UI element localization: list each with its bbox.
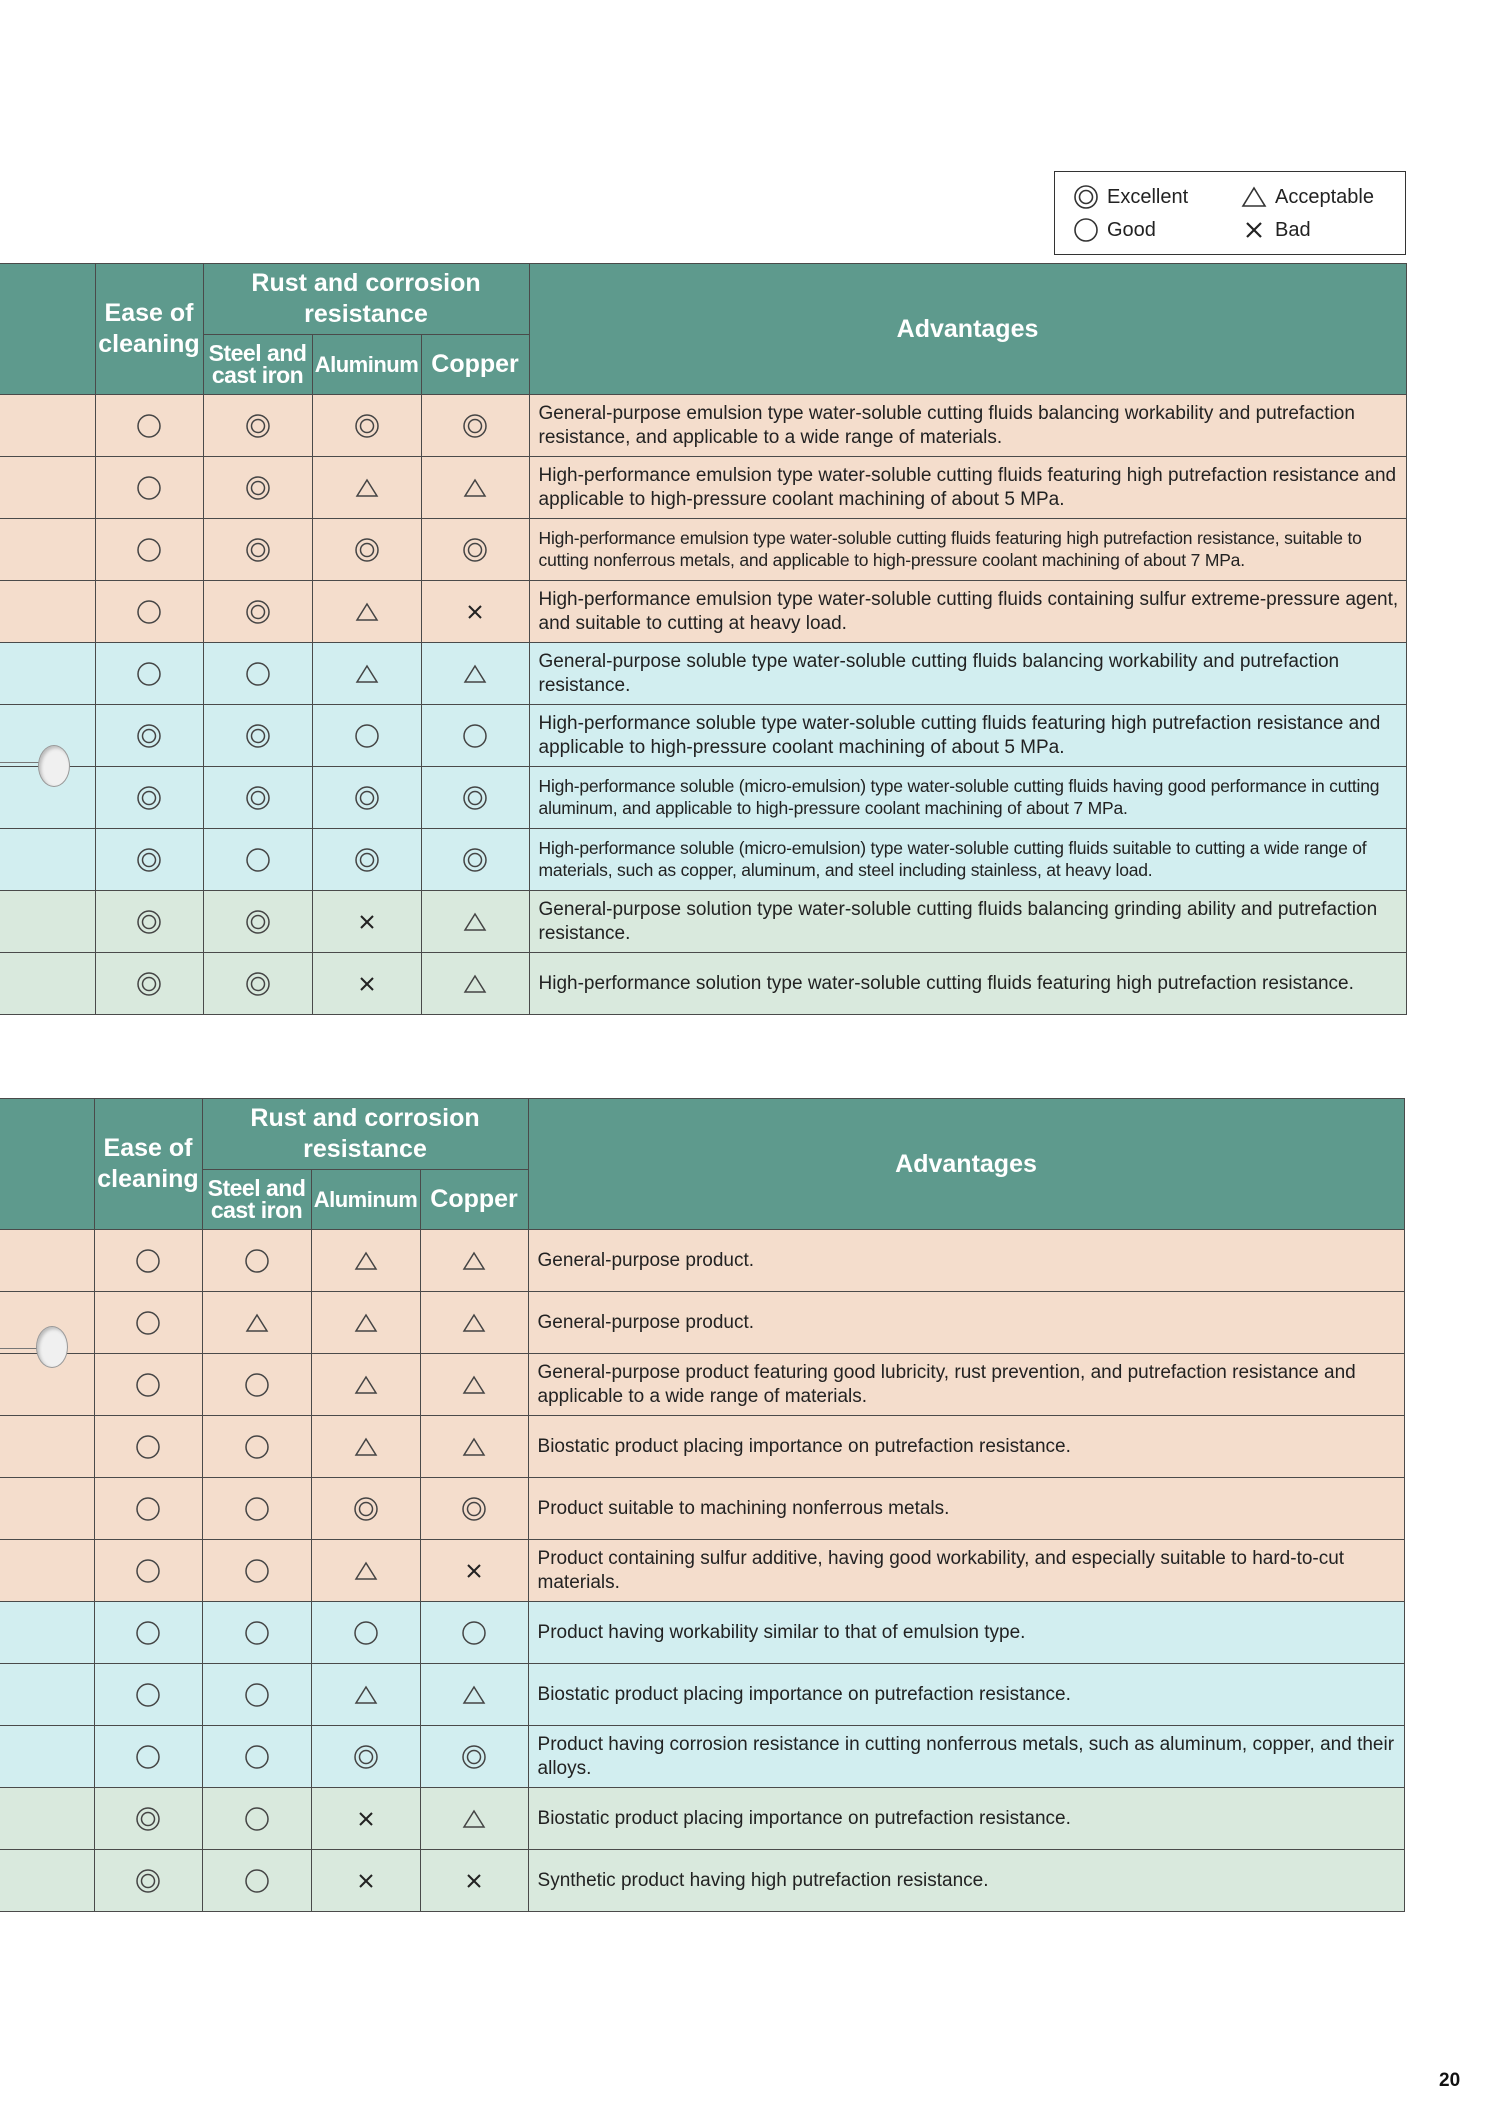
header-product <box>0 1099 94 1230</box>
triangle-icon <box>353 1310 379 1336</box>
double-circle-icon <box>136 971 162 997</box>
advantages-cell: General-purpose solution type water-soluble cutting fluids balancing grinding ability and putrefaction resistance. <box>529 891 1406 953</box>
table-row <box>0 953 1406 1015</box>
ease-rating-cell <box>94 1478 202 1540</box>
cross-icon <box>1241 217 1267 243</box>
double-circle-icon <box>462 413 488 439</box>
advantages-cell: High-performance soluble (micro-emulsion) type water-soluble cutting fluids having good performance in cutting aluminum, and applicable to high-pressure coolant machining of about 7 MPa. <box>529 767 1406 829</box>
steel-rating-cell <box>202 1478 311 1540</box>
double-circle-icon <box>245 475 271 501</box>
triangle-icon <box>461 1682 487 1708</box>
steel-rating-cell <box>202 1354 311 1416</box>
product-cell <box>0 1416 94 1478</box>
copper-rating-cell <box>420 1354 528 1416</box>
cross-icon <box>462 599 488 625</box>
steel-rating-cell <box>203 457 312 519</box>
legend-excellent <box>1073 184 1188 210</box>
advantages-cell: Synthetic product having high putrefaction resistance. <box>528 1850 1404 1912</box>
table-row <box>0 1850 1404 1912</box>
advantages-cell: High-performance solution type water-soluble cutting fluids featuring high putrefaction resistance. <box>529 953 1406 1015</box>
circle-icon <box>136 475 162 501</box>
header-aluminum: Aluminum <box>312 335 421 395</box>
steel-rating-cell <box>202 1602 311 1664</box>
table-row <box>0 457 1406 519</box>
product-cell <box>0 891 95 953</box>
circle-icon <box>461 1620 487 1646</box>
advantages-cell: Product having workability similar to that of emulsion type. <box>528 1602 1404 1664</box>
double-circle-icon <box>462 785 488 811</box>
aluminum-rating-cell <box>312 457 421 519</box>
double-circle-icon <box>462 537 488 563</box>
ease-rating-cell <box>94 1726 202 1788</box>
steel-rating-cell <box>202 1292 311 1354</box>
copper-rating-cell <box>420 1230 528 1292</box>
steel-rating-cell <box>202 1788 311 1850</box>
advantages-cell: Product containing sulfur additive, having good workability, and especially suitable to hard-to-cut materials. <box>528 1540 1404 1602</box>
circle-icon <box>462 723 488 749</box>
circle-icon <box>244 1682 270 1708</box>
circle-icon <box>244 1744 270 1770</box>
advantages-cell: General-purpose product. <box>528 1230 1404 1292</box>
advantages-cell: Product suitable to machining nonferrous metals. <box>528 1478 1404 1540</box>
circle-icon <box>135 1682 161 1708</box>
product-cell <box>0 1602 94 1664</box>
steel-rating-cell <box>203 395 312 457</box>
legend-acceptable <box>1241 184 1374 210</box>
circle-icon <box>136 537 162 563</box>
triangle-icon <box>354 475 380 501</box>
product-cell <box>0 1850 94 1912</box>
aluminum-rating-cell <box>311 1354 420 1416</box>
product-cell <box>0 1478 94 1540</box>
ease-rating-cell <box>95 891 203 953</box>
circle-icon <box>244 1434 270 1460</box>
copper-rating-cell <box>421 767 529 829</box>
double-circle-icon <box>245 723 271 749</box>
cross-icon <box>353 1868 379 1894</box>
ease-rating-cell <box>95 705 203 767</box>
aluminum-rating-cell <box>312 581 421 643</box>
triangle-icon <box>462 661 488 687</box>
cross-icon <box>353 1806 379 1832</box>
table-row <box>0 1726 1404 1788</box>
legend-good <box>1073 217 1156 243</box>
circle-icon <box>135 1372 161 1398</box>
circle-icon <box>353 1620 379 1646</box>
double-circle-icon <box>461 1744 487 1770</box>
ease-rating-cell <box>94 1292 202 1354</box>
aluminum-rating-cell <box>311 1292 420 1354</box>
circle-icon <box>135 1620 161 1646</box>
aluminum-rating-cell <box>311 1788 420 1850</box>
triangle-icon <box>353 1372 379 1398</box>
ease-rating-cell <box>94 1540 202 1602</box>
advantages-cell: High-performance soluble (micro-emulsion) type water-soluble cutting fluids suitable to cutting a wide range of materials, such as copper, aluminum, and steel including stainless, at heavy load. <box>529 829 1406 891</box>
cross-icon <box>461 1558 487 1584</box>
copper-rating-cell <box>420 1850 528 1912</box>
steel-rating-cell <box>203 643 312 705</box>
double-circle-icon <box>462 847 488 873</box>
header-ease-of-cleaning: Ease of cleaning <box>95 264 203 395</box>
binder-hole <box>38 745 70 787</box>
legend-acceptable-label: Acceptable <box>1275 185 1374 208</box>
circle-icon <box>136 661 162 687</box>
ease-rating-cell <box>95 767 203 829</box>
copper-rating-cell <box>421 581 529 643</box>
circle-icon <box>244 1806 270 1832</box>
copper-rating-cell <box>421 457 529 519</box>
circle-icon <box>135 1558 161 1584</box>
double-circle-icon <box>135 1806 161 1832</box>
triangle-icon <box>461 1310 487 1336</box>
legend-bad <box>1241 217 1311 243</box>
advantages-cell: High-performance emulsion type water-soluble cutting fluids containing sulfur extreme-pressure agent, and suitable to cutting at heavy load. <box>529 581 1406 643</box>
copper-rating-cell <box>420 1602 528 1664</box>
advantages-cell: General-purpose product. <box>528 1292 1404 1354</box>
product-cell <box>0 457 95 519</box>
ease-rating-cell <box>95 643 203 705</box>
table-row <box>0 643 1406 705</box>
double-circle-icon <box>354 847 380 873</box>
advantages-cell: High-performance emulsion type water-soluble cutting fluids featuring high putrefaction resistance, suitable to cutting nonferrous metals, and applicable to high-pressure coolant machining of about 7 MPa. <box>529 519 1406 581</box>
aluminum-rating-cell <box>312 953 421 1015</box>
double-circle-icon <box>136 785 162 811</box>
aluminum-rating-cell <box>311 1726 420 1788</box>
ease-rating-cell <box>95 395 203 457</box>
double-circle-icon <box>1073 184 1099 210</box>
steel-rating-cell <box>203 891 312 953</box>
advantages-cell: Product having corrosion resistance in cutting nonferrous metals, such as aluminum, copper, and their alloys. <box>528 1726 1404 1788</box>
triangle-icon <box>1241 184 1267 210</box>
product-cell <box>0 395 95 457</box>
circle-icon <box>354 723 380 749</box>
header-steel: Steel and cast iron <box>202 1170 311 1230</box>
header-rust-corrosion: Rust and corrosion resistance <box>203 264 529 335</box>
copper-rating-cell <box>420 1726 528 1788</box>
aluminum-rating-cell <box>312 395 421 457</box>
advantages-cell: General-purpose soluble type water-soluble cutting fluids balancing workability and putrefaction resistance. <box>529 643 1406 705</box>
aluminum-rating-cell <box>311 1664 420 1726</box>
ease-rating-cell <box>95 953 203 1015</box>
triangle-icon <box>353 1434 379 1460</box>
advantages-cell: Biostatic product placing importance on putrefaction resistance. <box>528 1788 1404 1850</box>
header-advantages: Advantages <box>529 264 1406 395</box>
copper-rating-cell <box>420 1788 528 1850</box>
steel-rating-cell <box>203 705 312 767</box>
product-cell <box>0 1664 94 1726</box>
advantages-cell: High-performance soluble type water-soluble cutting fluids featuring high putrefaction resistance and applicable to high-pressure coolant machining of about 5 MPa. <box>529 705 1406 767</box>
aluminum-rating-cell <box>311 1478 420 1540</box>
table-row <box>0 1230 1404 1292</box>
copper-rating-cell <box>420 1416 528 1478</box>
header-copper: Copper <box>421 335 529 395</box>
double-circle-icon <box>354 413 380 439</box>
table-row <box>0 1602 1404 1664</box>
product-cell <box>0 1788 94 1850</box>
triangle-icon <box>461 1434 487 1460</box>
table-row <box>0 829 1406 891</box>
table-row <box>0 581 1406 643</box>
double-circle-icon <box>245 599 271 625</box>
circle-icon <box>135 1744 161 1770</box>
steel-rating-cell <box>202 1416 311 1478</box>
steel-rating-cell <box>202 1230 311 1292</box>
double-circle-icon <box>245 909 271 935</box>
legend-bad-label: Bad <box>1275 218 1311 241</box>
circle-icon <box>135 1310 161 1336</box>
copper-rating-cell <box>421 705 529 767</box>
double-circle-icon <box>245 537 271 563</box>
aluminum-rating-cell <box>312 891 421 953</box>
triangle-icon <box>244 1310 270 1336</box>
aluminum-rating-cell <box>312 829 421 891</box>
binder-hole <box>36 1326 68 1368</box>
double-circle-icon <box>245 413 271 439</box>
steel-rating-cell <box>202 1726 311 1788</box>
double-circle-icon <box>136 909 162 935</box>
table-row <box>0 1664 1404 1726</box>
steel-rating-cell <box>203 581 312 643</box>
aluminum-rating-cell <box>311 1602 420 1664</box>
aluminum-rating-cell <box>311 1230 420 1292</box>
circle-icon <box>244 1248 270 1274</box>
ease-rating-cell <box>94 1850 202 1912</box>
aluminum-rating-cell <box>311 1416 420 1478</box>
steel-rating-cell <box>203 829 312 891</box>
steel-rating-cell <box>202 1664 311 1726</box>
header-ease-of-cleaning: Ease of cleaning <box>94 1099 202 1230</box>
copper-rating-cell <box>421 395 529 457</box>
advantages-cell: High-performance emulsion type water-soluble cutting fluids featuring high putrefaction resistance and applicable to high-pressure coolant machining of about 5 MPa. <box>529 457 1406 519</box>
steel-rating-cell <box>202 1850 311 1912</box>
circle-icon <box>245 661 271 687</box>
aluminum-rating-cell <box>312 767 421 829</box>
ease-rating-cell <box>94 1602 202 1664</box>
advantages-cell: General-purpose product featuring good lubricity, rust prevention, and putrefaction resistance and applicable to a wide range of materials. <box>528 1354 1404 1416</box>
double-circle-icon <box>353 1744 379 1770</box>
aluminum-rating-cell <box>311 1540 420 1602</box>
ease-rating-cell <box>95 829 203 891</box>
copper-rating-cell <box>420 1540 528 1602</box>
ease-rating-cell <box>95 581 203 643</box>
triangle-icon <box>461 1248 487 1274</box>
triangle-icon <box>462 909 488 935</box>
triangle-icon <box>354 599 380 625</box>
double-circle-icon <box>136 723 162 749</box>
triangle-icon <box>354 661 380 687</box>
table-row <box>0 395 1406 457</box>
ease-rating-cell <box>94 1416 202 1478</box>
product-cell <box>0 829 95 891</box>
triangle-icon <box>461 1806 487 1832</box>
cross-icon <box>354 909 380 935</box>
product-cell <box>0 581 95 643</box>
copper-rating-cell <box>421 829 529 891</box>
rating-legend <box>1054 171 1406 255</box>
ease-rating-cell <box>94 1788 202 1850</box>
double-circle-icon <box>136 847 162 873</box>
ease-rating-cell <box>94 1664 202 1726</box>
table-row <box>0 891 1406 953</box>
header-copper: Copper <box>420 1170 528 1230</box>
table-row <box>0 1354 1404 1416</box>
cross-icon <box>461 1868 487 1894</box>
triangle-icon <box>461 1372 487 1398</box>
circle-icon <box>135 1248 161 1274</box>
page-number: 20 <box>1439 2070 1461 2091</box>
header-aluminum: Aluminum <box>311 1170 420 1230</box>
header-rust-corrosion: Rust and corrosion resistance <box>202 1099 528 1170</box>
cutting-fluid-table-1 <box>0 263 1407 1015</box>
circle-icon <box>136 599 162 625</box>
table-row <box>0 1788 1404 1850</box>
aluminum-rating-cell <box>312 519 421 581</box>
table-row <box>0 767 1406 829</box>
triangle-icon <box>353 1558 379 1584</box>
copper-rating-cell <box>420 1664 528 1726</box>
product-cell <box>0 1230 94 1292</box>
copper-rating-cell <box>420 1292 528 1354</box>
double-circle-icon <box>354 537 380 563</box>
aluminum-rating-cell <box>312 705 421 767</box>
ease-rating-cell <box>94 1354 202 1416</box>
copper-rating-cell <box>420 1478 528 1540</box>
steel-rating-cell <box>203 767 312 829</box>
double-circle-icon <box>135 1868 161 1894</box>
triangle-icon <box>353 1682 379 1708</box>
triangle-icon <box>353 1248 379 1274</box>
aluminum-rating-cell <box>311 1850 420 1912</box>
copper-rating-cell <box>421 519 529 581</box>
circle-icon <box>244 1620 270 1646</box>
product-cell <box>0 1726 94 1788</box>
circle-icon <box>135 1434 161 1460</box>
steel-rating-cell <box>203 953 312 1015</box>
steel-rating-cell <box>203 519 312 581</box>
table-row <box>0 519 1406 581</box>
legend-excellent-label: Excellent <box>1107 185 1189 208</box>
copper-rating-cell <box>421 643 529 705</box>
product-cell <box>0 643 95 705</box>
copper-rating-cell <box>421 953 529 1015</box>
legend-good-label: Good <box>1107 218 1156 241</box>
ease-rating-cell <box>95 457 203 519</box>
table-row <box>0 1416 1404 1478</box>
product-cell <box>0 1540 94 1602</box>
advantages-cell: Biostatic product placing importance on putrefaction resistance. <box>528 1664 1404 1726</box>
product-cell <box>0 953 95 1015</box>
circle-icon <box>135 1496 161 1522</box>
triangle-icon <box>462 971 488 997</box>
steel-rating-cell <box>202 1540 311 1602</box>
cutting-fluid-table-2 <box>0 1098 1405 1912</box>
circle-icon <box>1073 217 1099 243</box>
circle-icon <box>244 1868 270 1894</box>
ease-rating-cell <box>94 1230 202 1292</box>
table-row <box>0 705 1406 767</box>
aluminum-rating-cell <box>312 643 421 705</box>
header-product <box>0 264 95 395</box>
double-circle-icon <box>353 1496 379 1522</box>
triangle-icon <box>462 475 488 501</box>
circle-icon <box>136 413 162 439</box>
header-advantages: Advantages <box>528 1099 1404 1230</box>
ease-rating-cell <box>95 519 203 581</box>
circle-icon <box>244 1496 270 1522</box>
cross-icon <box>354 971 380 997</box>
advantages-cell: Biostatic product placing importance on putrefaction resistance. <box>528 1416 1404 1478</box>
table-row <box>0 1292 1404 1354</box>
double-circle-icon <box>354 785 380 811</box>
product-cell <box>0 519 95 581</box>
advantages-cell: General-purpose emulsion type water-soluble cutting fluids balancing workability and putrefaction resistance, and applicable to a wide range of materials. <box>529 395 1406 457</box>
circle-icon <box>244 1372 270 1398</box>
double-circle-icon <box>245 971 271 997</box>
copper-rating-cell <box>421 891 529 953</box>
circle-icon <box>245 847 271 873</box>
table-row <box>0 1478 1404 1540</box>
double-circle-icon <box>461 1496 487 1522</box>
circle-icon <box>244 1558 270 1584</box>
table-row <box>0 1540 1404 1602</box>
header-steel: Steel and cast iron <box>203 335 312 395</box>
double-circle-icon <box>245 785 271 811</box>
